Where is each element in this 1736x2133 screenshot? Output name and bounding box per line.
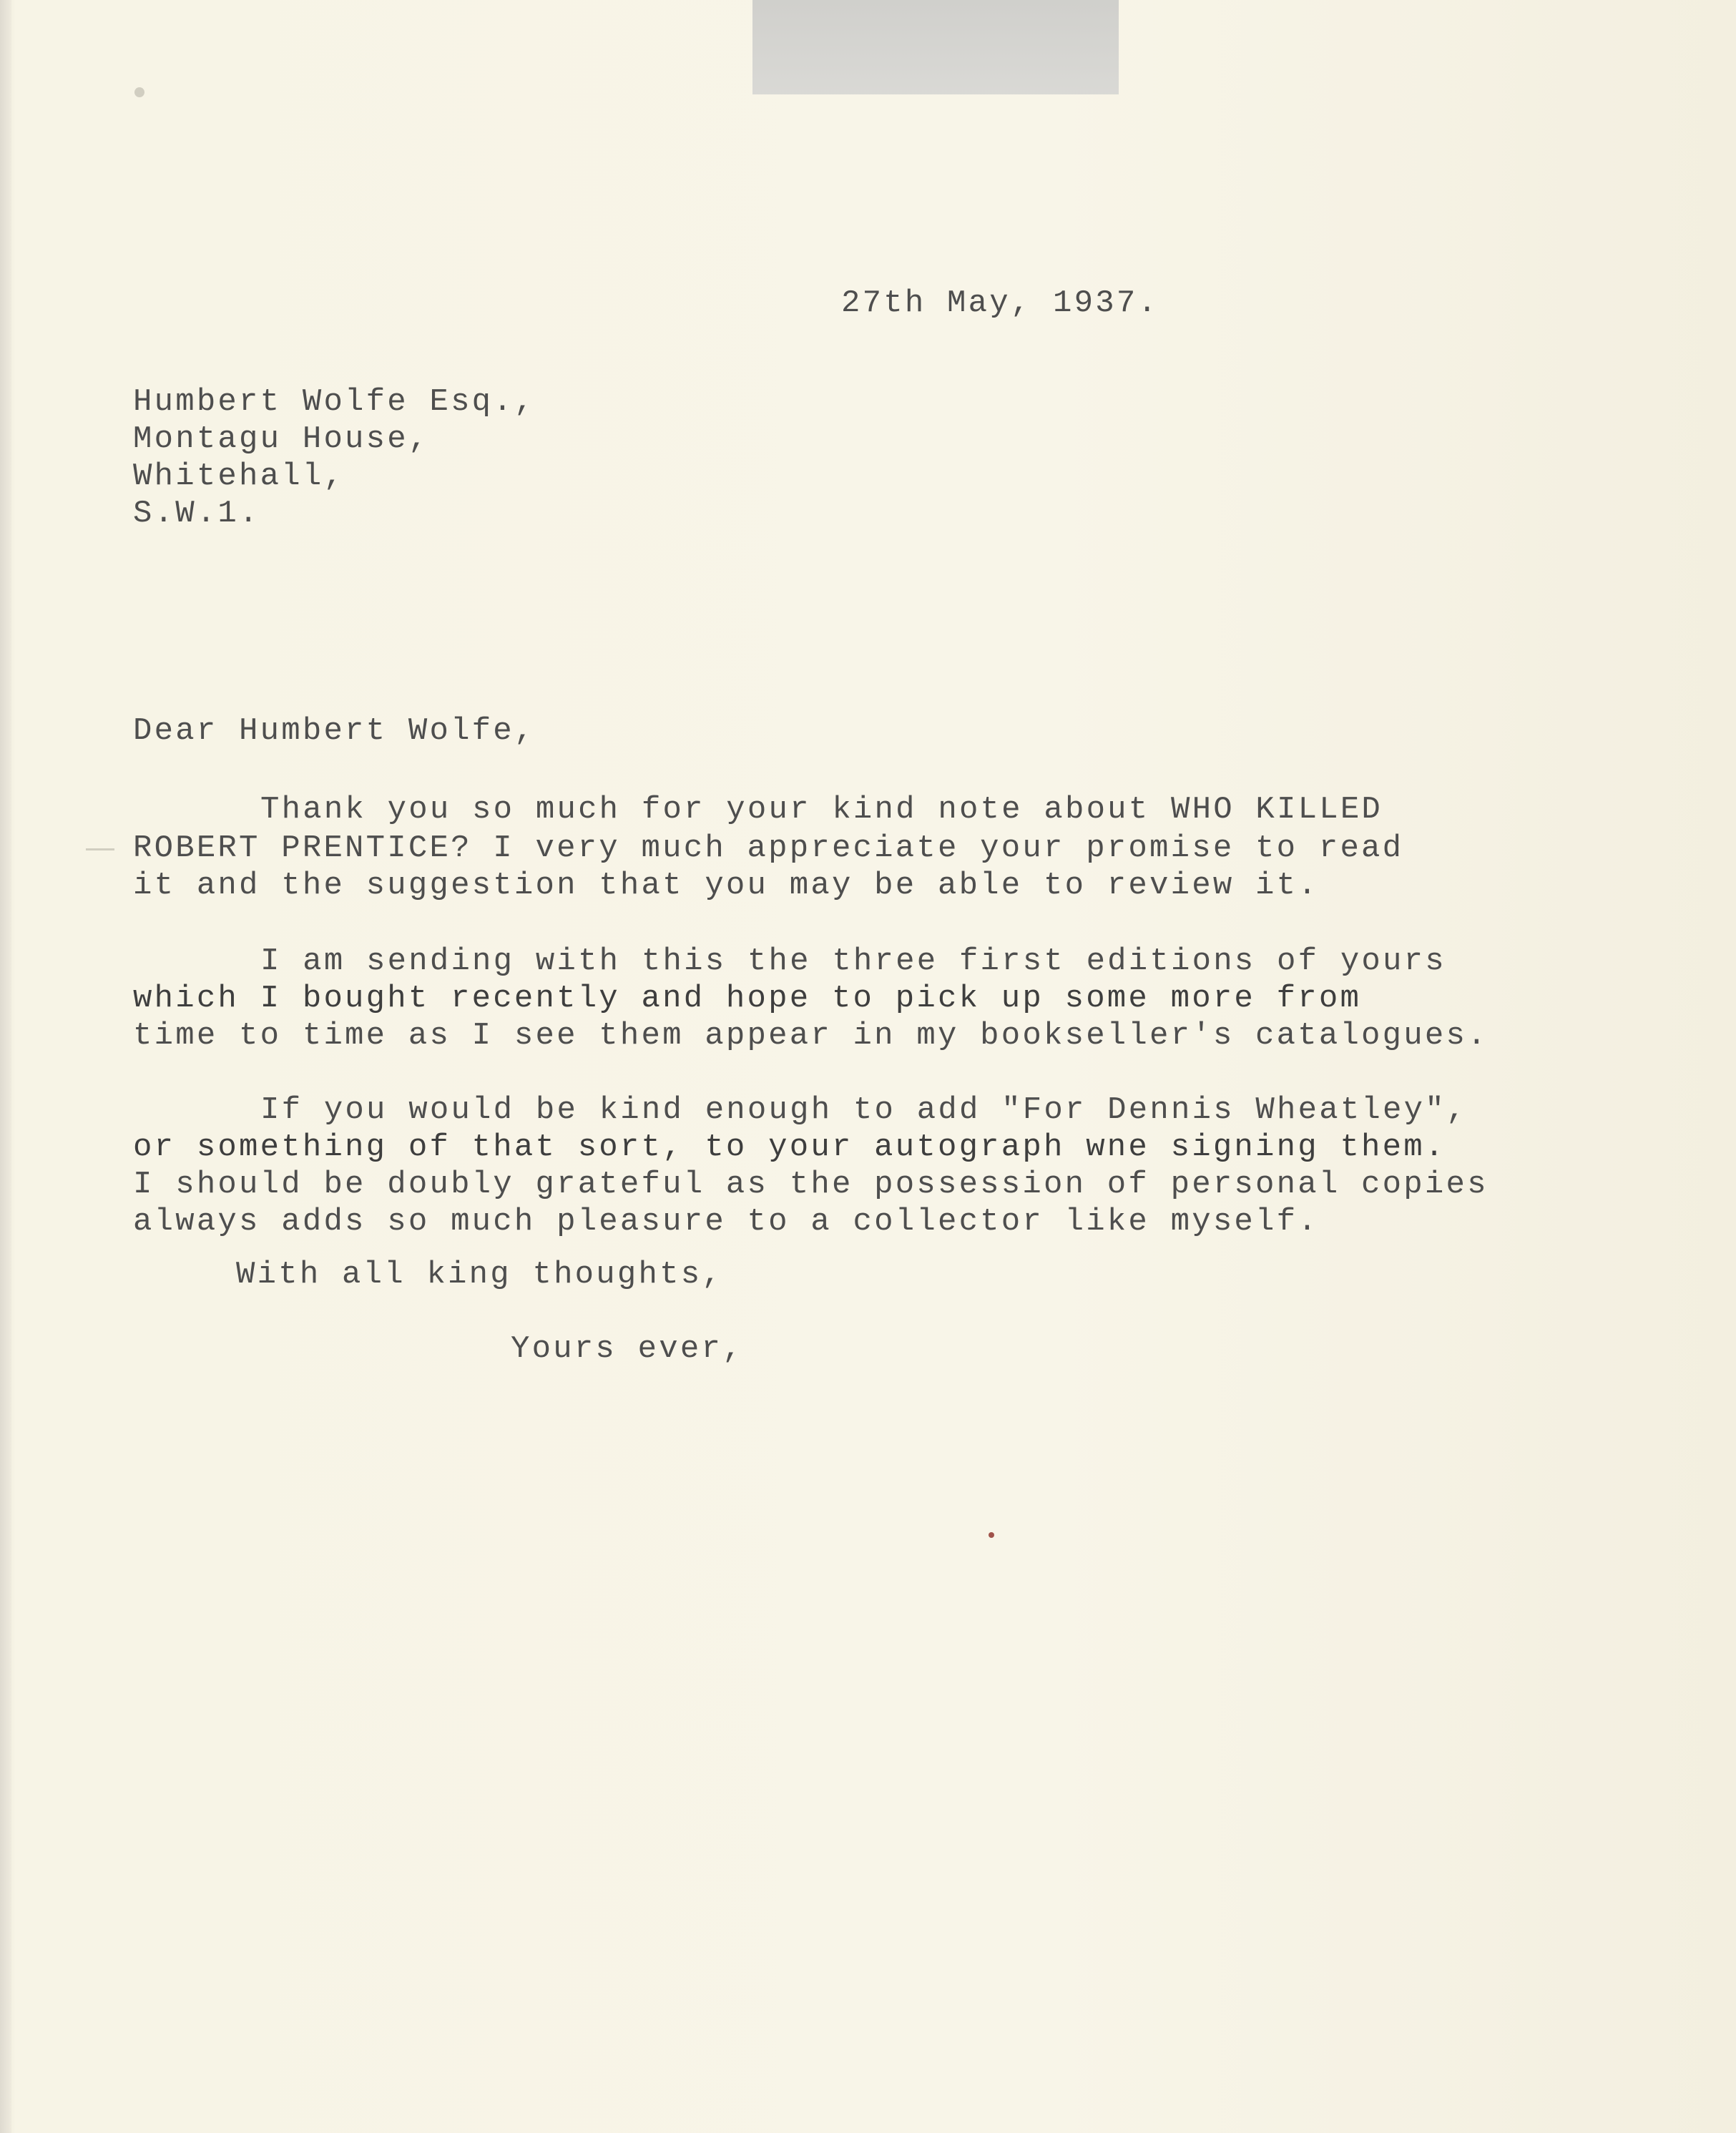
body-line: it and the suggestion that you may be able to review it.	[133, 868, 1319, 903]
letter-date: 27th May, 1937.	[841, 285, 1159, 321]
tape-strip	[752, 0, 1119, 94]
body-line: which I bought recently and hope to pick up some more from	[133, 981, 1362, 1016]
ink-speck	[989, 1532, 994, 1538]
address-line: S.W.1.	[133, 496, 260, 531]
address-line: Humbert Wolfe Esq.,	[133, 384, 536, 420]
body-line: ROBERT PRENTICE? I very much appreciate your promise to read	[133, 830, 1404, 866]
salutation: Dear Humbert Wolfe,	[133, 713, 536, 749]
valediction: Yours ever,	[511, 1331, 744, 1367]
address-line: Whitehall,	[133, 459, 345, 494]
closing-line: With all king thoughts,	[236, 1257, 723, 1293]
body-line: I should be doubly grateful as the possession of personal copies	[133, 1167, 1489, 1202]
body-line: always adds so much pleasure to a collector like myself.	[133, 1204, 1319, 1240]
body-line: or something of that sort, to your autograph wne signing them.	[133, 1129, 1446, 1165]
address-line: Montagu House,	[133, 421, 430, 457]
paper-edge	[0, 0, 11, 2133]
body-line: time to time as I see them appear in my bookseller's catalogues.	[133, 1018, 1489, 1054]
body-line: Thank you so much for your kind note about WHO KILLED	[260, 792, 1383, 828]
paper-mark	[86, 848, 114, 850]
paper-mark	[134, 87, 144, 97]
body-line: If you would be kind enough to add "For Dennis Wheatley",	[260, 1092, 1468, 1128]
body-line: I am sending with this the three first editions of yours	[260, 943, 1446, 979]
